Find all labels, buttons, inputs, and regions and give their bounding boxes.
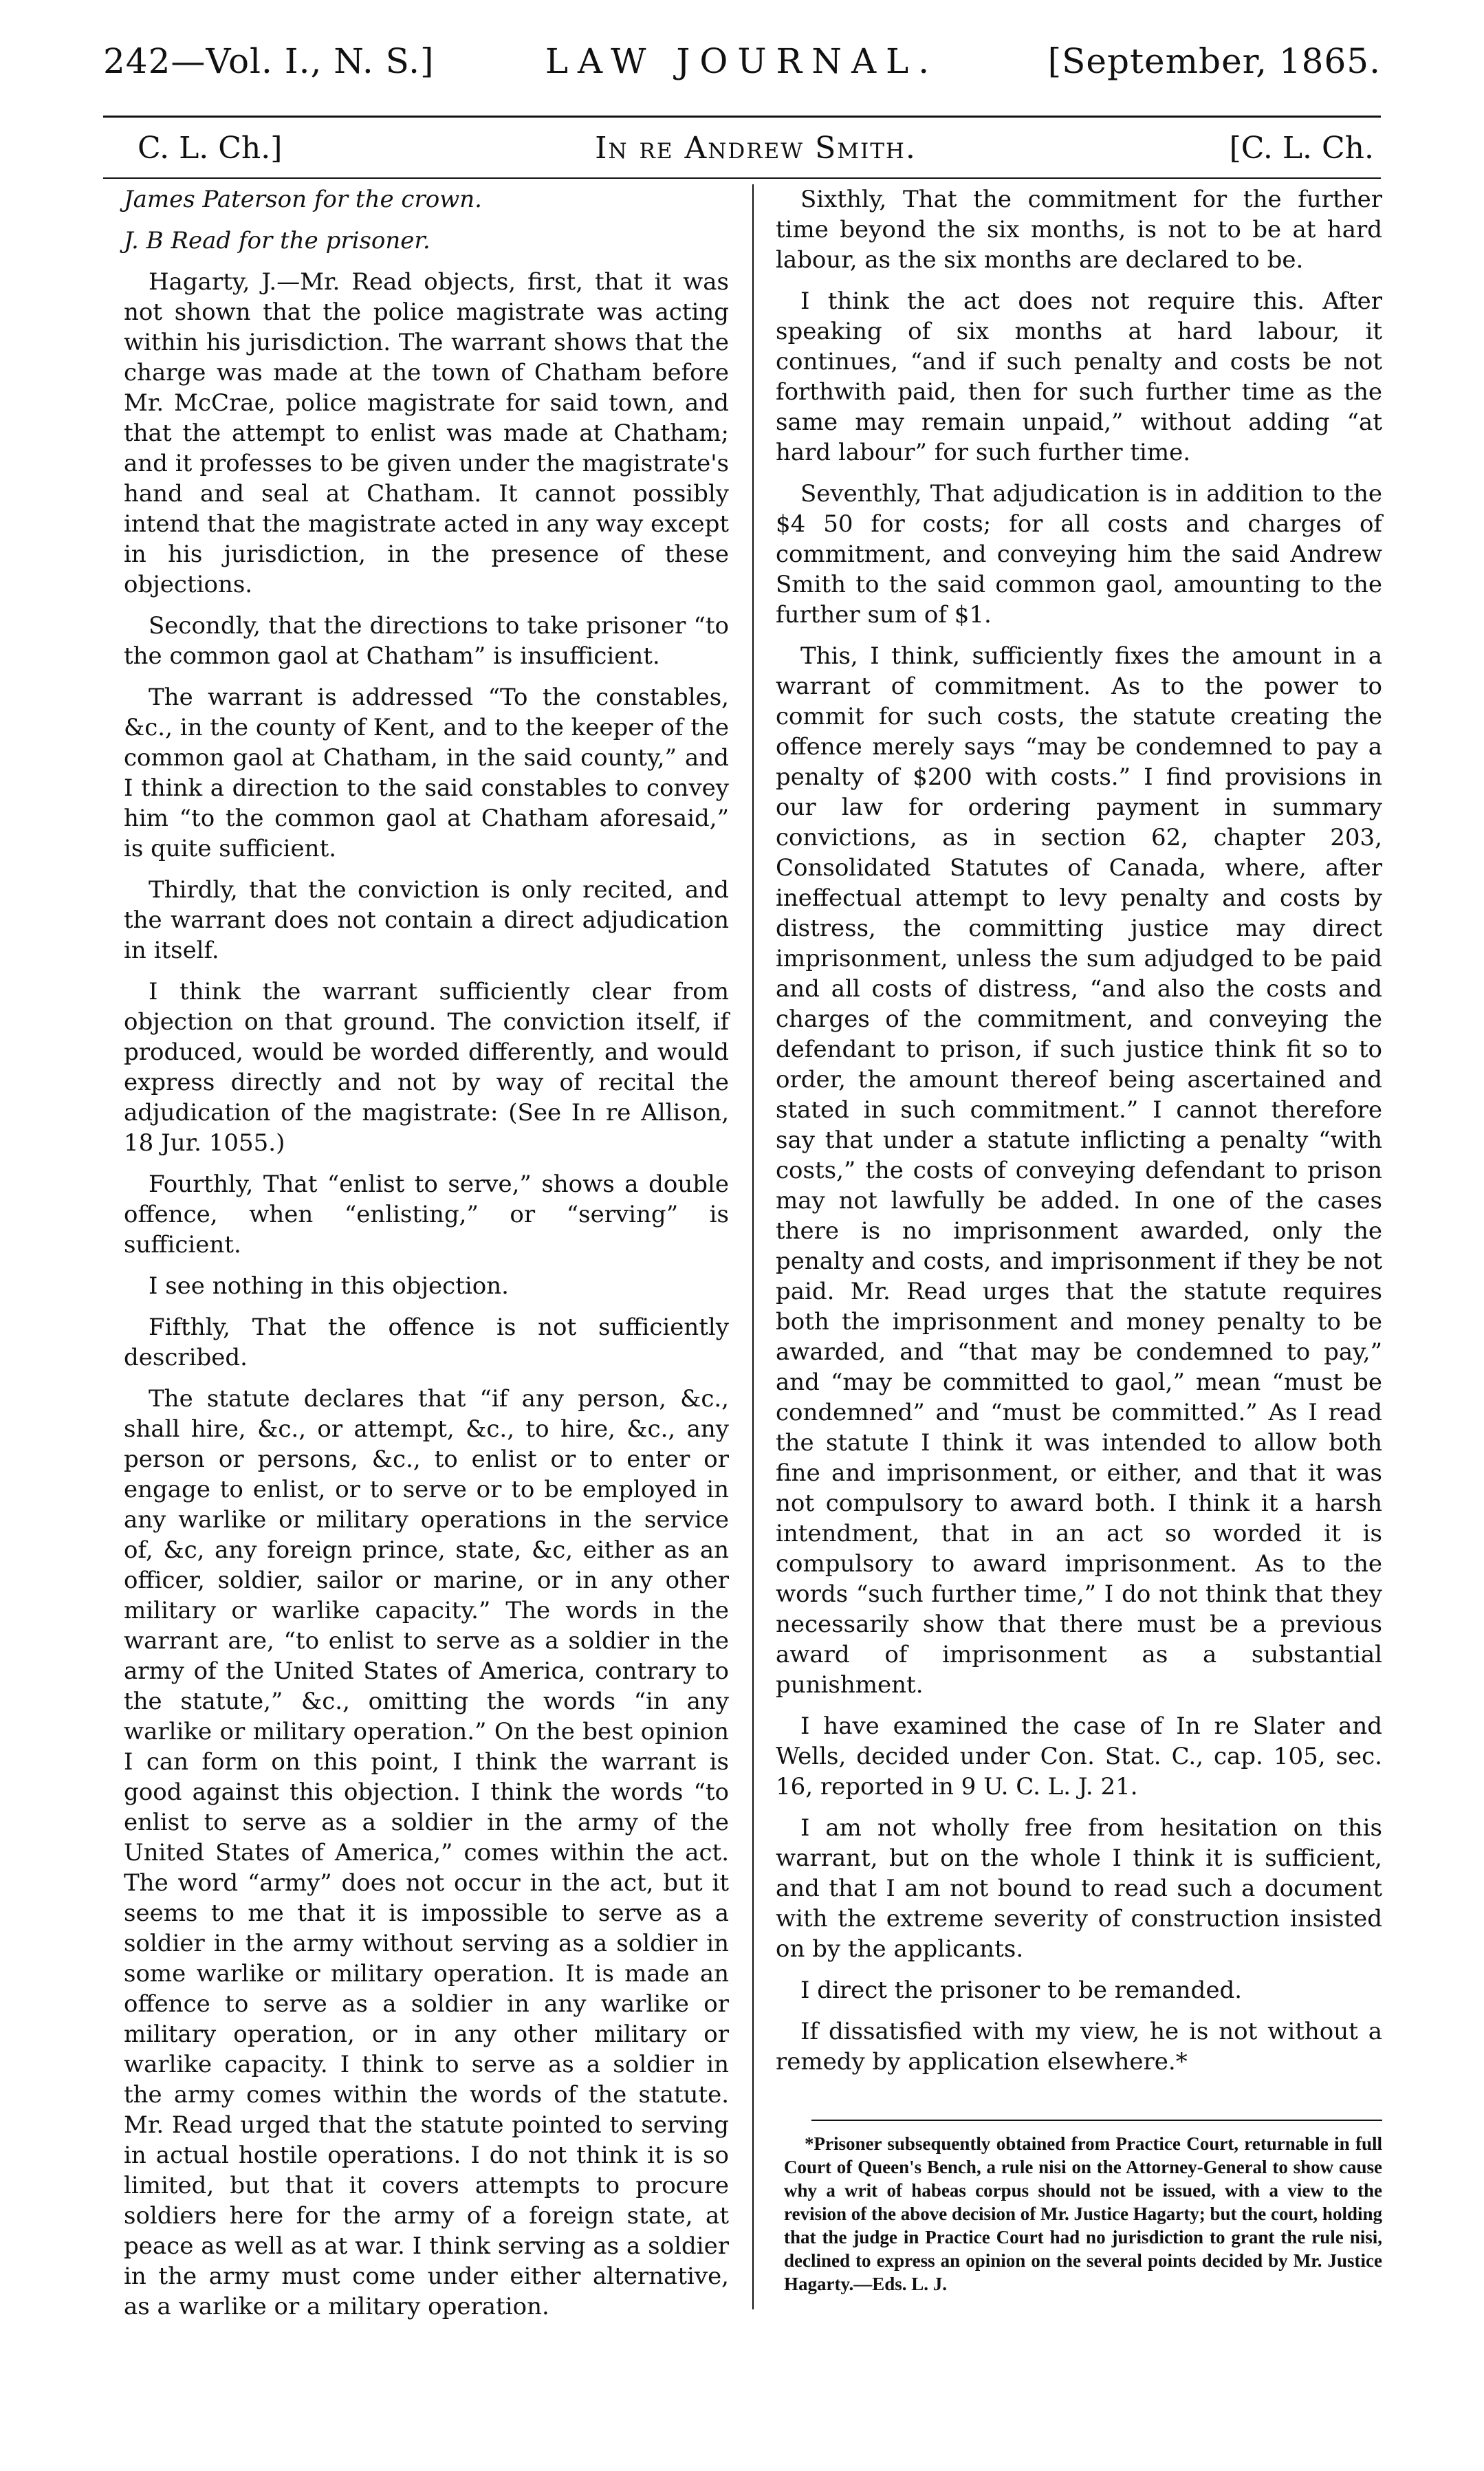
court-label-left: C. L. Ch.] [138, 131, 283, 166]
running-header [103, 41, 1381, 103]
header-volume: 242—Vol. I., N. S.] [103, 41, 435, 81]
paragraph: The statute declares that “if any person, &c., shall hire, &c., or attempt, &c., to hire, &c., any person or persons, &c., to enlist or to enter or engage to enlist, or to serve or to be employed in any warlike or military operations in the service of, &c, any foreign prince, state, &c, either as an officer, soldier, sailor or marine, or in any other military or warlike capacity.” The words in the warrant are, “to enlist to serve as a soldier in the army of the United States of America, contrary to the statute,” &c., omitting the words “in any warlike or military operation.” On the best opinion I can form on this point, I think the warrant is good against this objection. I think the words “to enlist to serve as a soldier in the army of the United States of America,” comes within the act. The word “army” does not occur in the act, but it seems to me that it is impossible to serve as a soldier in the army without serving as a soldier in some warlike or military operation. It is made an offence to serve as a soldier in any warlike or military operation, or in any other military or warlike capacity. I think to serve as a soldier in the army comes within the words of the statute. Mr. Read urged that the statute pointed to serving in actual hostile operations. I do not think it is so limited, but that it covers attempts to procure soldiers here for the army of a foreign state, at peace as well as at war. I think serving as a soldier in the army must come under either alternative, as a warlike or a military operation. [124, 1385, 729, 2320]
paragraph: Secondly, that the directions to take prisoner “to the common gaol at Chatham” is insufficient. [124, 612, 729, 670]
header-journal-title: LAW JOURNAL. [545, 41, 939, 81]
header-rule-bottom [103, 177, 1381, 179]
column-divider [752, 184, 754, 2309]
header-date: [September, 1865. [1047, 41, 1381, 81]
footnote-rule [811, 2120, 1382, 2121]
paragraph: This, I think, sufficiently fixes the amount in a warrant of commitment. As to the power to commit for such costs, the statute creating the offence merely says “may be condemned to pay a penalty of $200 with costs.” I find provisions in our law for ordering payment in summary convictions, as in section 62, chapter 203, Consolidated Statutes of Canada, where, after ineffectual attempt to levy penalty and costs by distress, the committing justice may direct imprisonment, unless the sum adjudged to be paid and all costs of distress, “and also the costs and charges of the commitment, and conveying the defendant to prison, if such justice think fit so to order, the amount thereof being ascertained and stated in such commitment.” I cannot therefore say that under a statute inflicting a penalty “with costs,” the costs of conveying defendant to prison may not lawfully be added. In one of the cases there is no imprisonment awarded, only the penalty and costs, and imprisonment if they be not paid. Mr. Read urges that the statute requires both the imprisonment and money penalty to be awarded, and “that may be condemned to pay,” and “may be committed to gaol,” mean “must be condemned” and “must be committed.” As I read the statute I think it was intended to allow both fine and imprisonment, or either, and that it was not compulsory to award both. I think it a harsh intendment, that in an act so worded it is compulsory to award imprisonment. As to the words “such further time,” I do not think that they necessarily show that there must be a previous award of imprisonment as a substantial punishment. [776, 642, 1382, 1699]
column-right [776, 184, 1382, 2088]
paragraph: Thirdly, that the conviction is only recited, and the warrant does not contain a direct adjudication in itself. [124, 876, 729, 964]
header-rule-top [103, 116, 1381, 118]
counsel-crown: James Paterson for the crown. [124, 186, 482, 213]
paragraph: Fifthly, That the offence is not sufficiently described. [124, 1314, 729, 1371]
column-left [124, 184, 729, 2333]
paragraph: If dissatisfied with my view, he is not without a remedy by application elsewhere.* [776, 2018, 1382, 2076]
footnote-text: *Prisoner subsequently obtained from Practice Court, returnable in full Court of Queen's Bench, a rule nisi on the Attorney-General to show cause why a writ of habeas corpus should not be issued, with a view to the revision of the above decision of Mr. Justice Hagarty; but the court, holding that the judge in Practice Court had no jurisdiction to grant the rule nisi, declined to express an opinion on the several points decided by Mr. Justice Hagarty.—Eds. L. J. [784, 2133, 1382, 2294]
paragraph: I think the act does not require this. After speaking of six months at hard labour, it continues, “and if such penalty and costs be not forthwith paid, then for such further time as the same may remain unpaid,” without adding “at hard labour” for such further time. [776, 287, 1382, 466]
counsel-prisoner: J. B Read for the prisoner. [124, 227, 430, 254]
paragraph: The warrant is addressed “To the constables, &c., in the county of Kent, and to the keeper of the common gaol at Chatham, in the said county,” and I think a direction to the said constables to convey him “to the common gaol at Chatham aforesaid,” is quite sufficient. [124, 684, 729, 862]
paragraph: I direct the prisoner to be remanded. [800, 1977, 1243, 2004]
case-title: In re Andrew Smith. [595, 131, 917, 166]
case-header [138, 131, 1374, 179]
paragraph: I have examined the case of In re Slater and Wells, decided under Con. Stat. C., cap. 105, sec. 16, reported in 9 U. C. L. J. 21. [776, 1712, 1382, 1800]
paragraph: Seventhly, That adjudication is in addition to the $4 50 for costs; for all costs and charges of commitment, and conveying him the said Andrew Smith to the said common gaol, amounting to the further sum of $1. [776, 480, 1382, 629]
paragraph: I am not wholly free from hesitation on this warrant, but on the whole I think it is sufficient, and that I am not bound to read such a document with the extreme severity of construction insisted on by the applicants. [776, 1814, 1382, 1963]
paragraph: Sixthly, That the commitment for the further time beyond the six months, is not to be at hard labour, as the six months are declared to be. [776, 186, 1382, 274]
paragraph: Fourthly, That “enlist to serve,” shows a double offence, when “enlisting,” or “serving” is sufficient. [124, 1171, 729, 1259]
paragraph: Hagarty, J.—Mr. Read objects, first, that it was not shown that the police magistrate was acting within his jurisdiction. The warrant shows that the charge was made at the town of Chatham before Mr. McCrae, police magistrate for said town, and that the attempt to enlist was made at Chatham; and it professes to be given under the magistrate's hand and seal at Chatham. It cannot possibly intend that the magistrate acted in any way except in his jurisdiction, in the presence of these objections. [124, 268, 729, 598]
court-label-right: [C. L. Ch. [1229, 131, 1374, 166]
footnote [784, 2132, 1382, 2296]
paragraph: I see nothing in this objection. [149, 1272, 509, 1300]
paragraph: I think the warrant sufficiently clear from objection on that ground. The conviction itself, if produced, would be worded differently, and would express directly and not by way of recital the adjudication of the magistrate: (See In re Allison, 18 Jur. 1055.) [124, 978, 729, 1157]
